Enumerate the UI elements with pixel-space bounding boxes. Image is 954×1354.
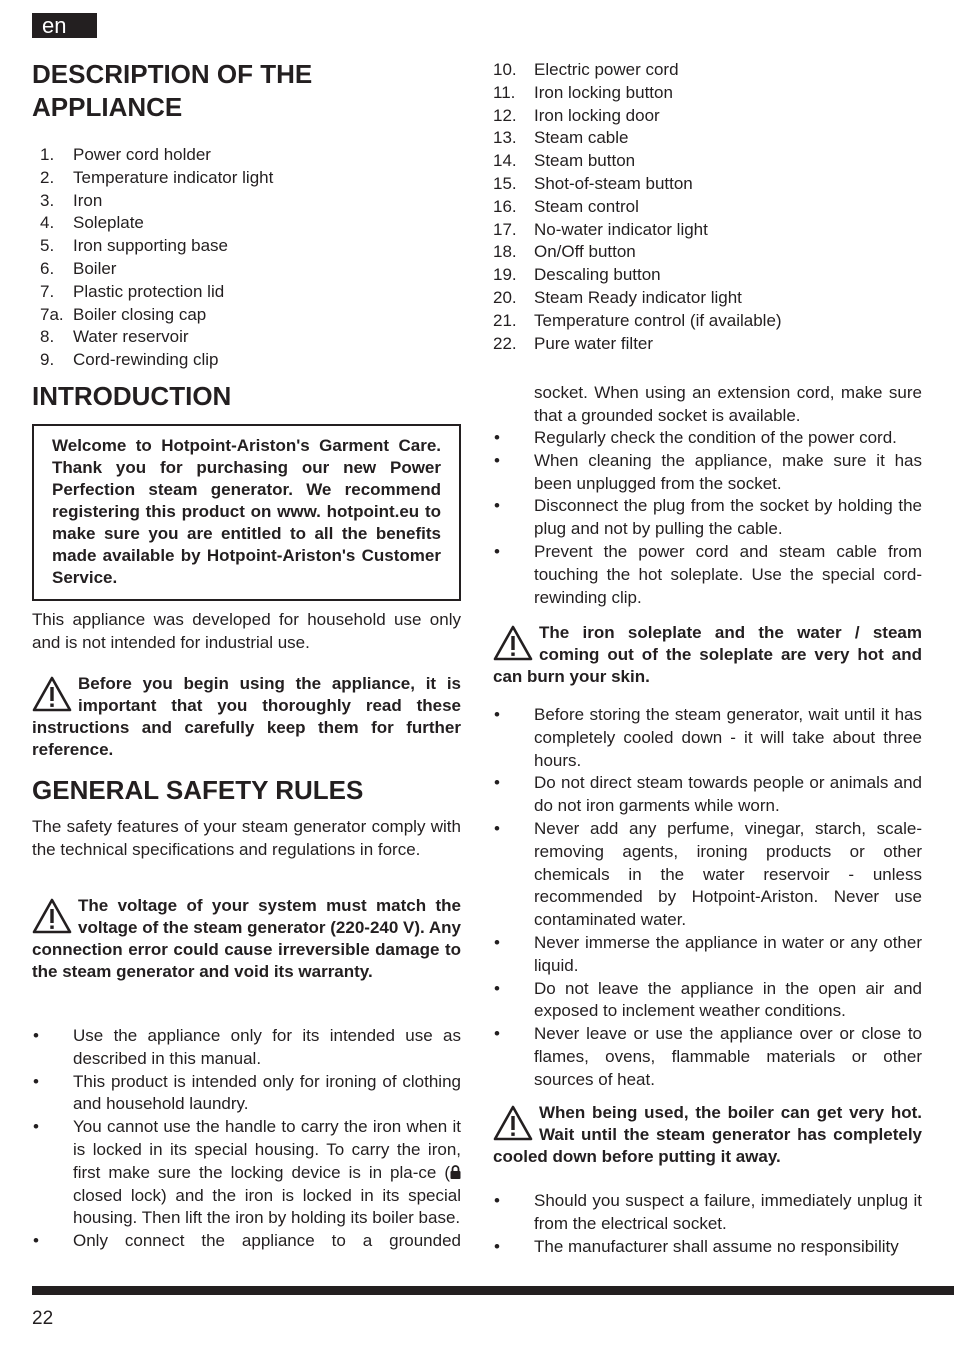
list-item: 16. Steam control: [493, 196, 639, 216]
warning-triangle-icon: [32, 676, 72, 712]
list-item: 12. Iron locking door: [493, 105, 660, 125]
heading-description: DESCRIPTION OF THE APPLIANCE: [32, 59, 313, 122]
warning-triangle-icon: [32, 898, 72, 934]
welcome-box: Welcome to Hotpoint-Ariston's Garment Care. Thank you for purchasing our new Power Perfection steam generator. We recommend registering this product on www. hotpoint.eu to make sure you are entitled to all the benefits made available by Hotpoint-Ariston's Customer Service.: [32, 424, 461, 601]
safety-intro-text: The safety features of your steam generator comply with the technical specifications and regulations in force.: [32, 817, 461, 859]
list-item: • Prevent the power cord and steam cable from touching the hot soleplate. Use the special cord-rewinding clip.: [494, 541, 922, 607]
language-tag: en: [32, 13, 97, 38]
heading-introduction: INTRODUCTION: [32, 381, 232, 411]
list-item: • Never add any perfume, vinegar, starch, scale-removing agents, ironing products or other chemicals in the water reservoir - unless recommended by Hotpoint-Ariston. Never use contaminated water.: [494, 818, 922, 930]
warning-triangle-icon: [493, 1105, 533, 1141]
list-item: 15. Shot-of-steam button: [493, 173, 693, 193]
list-item: 10. Electric power cord: [493, 60, 679, 79]
warning-voltage-text: The voltage of your system must match the voltage of the steam generator (220-240 V). Any connection error could cause irreversible damage to the steam generator and void its warranty.: [32, 896, 461, 981]
warning-read-text: Before you begin using the appliance, it is important that you thoroughly read these instructions and carefully keep them for further reference.: [32, 674, 461, 759]
warning-read-instructions: [32, 673, 461, 761]
safety-bullets-right-c: [493, 1190, 922, 1258]
warning-hot-text: The iron soleplate and the water / steam coming out of the soleplate are very hot and can burn your skin.: [493, 623, 922, 686]
parts-list-10-22: [493, 59, 922, 355]
heading-general-safety: GENERAL SAFETY RULES: [32, 775, 364, 805]
safety-bullets-right-b: [493, 704, 922, 1092]
list-item: 4. Soleplate: [40, 213, 144, 233]
socket-continuation-text: socket. When using an extension cord, make sure that a grounded socket is available.: [534, 383, 922, 425]
footer-rule: [32, 1286, 954, 1295]
list-item: 2. Temperature indicator light: [40, 167, 274, 187]
list-item: 22. Pure water filter: [493, 333, 654, 353]
list-item: • Use the appliance only for its intended use as described in this manual.: [33, 1026, 461, 1068]
list-item: 18. On/Off button: [493, 242, 636, 262]
list-item: 9. Cord-rewinding clip: [40, 350, 219, 370]
warning-hot-soleplate: [493, 622, 922, 688]
list-item: 5. Iron supporting base: [40, 236, 228, 256]
list-item: 8. Water reservoir: [40, 327, 189, 347]
list-item: 7. Plastic protection lid: [40, 281, 225, 301]
list-item: • This product is intended only for ironing of clothing and household laundry.: [33, 1071, 461, 1114]
list-item: • Disconnect the plug from the socket by holding the plug and not by pulling the cable.: [494, 496, 922, 539]
list-item: • Never leave or use the appliance over or close to flames, ovens, flammable materials or other sources of heat.: [494, 1024, 922, 1089]
list-item: • Do not leave the appliance in the open air and exposed to inclement weather conditions.: [494, 978, 922, 1021]
warning-triangle-icon: [493, 625, 533, 661]
parts-list-1-9: [32, 144, 461, 372]
list-item: 17. No-water indicator light: [493, 219, 708, 239]
list-item: 13. Steam cable: [493, 128, 629, 148]
list-item: • You cannot use the handle to carry the iron when it is locked in its special housing. To carry the iron, first make sure the locking device is in pla-ce ( closed lock) and the iron is locked in its special housing. Then lift the iron by holding its boiler base.: [33, 1117, 461, 1228]
list-item: 1. Power cord holder: [40, 145, 211, 164]
list-item: 19. Descaling button: [493, 265, 661, 285]
list-item: • Do not direct steam towards people or animals and do not iron garments while worn.: [494, 773, 922, 816]
list-item: • Should you suspect a failure, immediately unplug it from the electrical socket.: [494, 1191, 922, 1233]
list-item: 21. Temperature control (if available): [493, 310, 782, 330]
warning-boiler-text: When being used, the boiler can get very hot. Wait until the steam generator has completely cooled down before putting it away.: [493, 1103, 922, 1166]
list-item: • The manufacturer shall assume no responsibility: [494, 1236, 899, 1256]
page-number: 22: [32, 1308, 54, 1329]
lock-icon: [450, 1165, 461, 1179]
safety-bullets-left: [32, 1025, 461, 1253]
list-item: 11. Iron locking button: [493, 82, 673, 102]
list-item: 14. Steam button: [493, 151, 636, 171]
list-item: • Before storing the steam generator, wait until it has completely cooled down - it will take about three hours.: [494, 705, 922, 770]
warning-voltage: [32, 895, 461, 983]
list-item: 7a. Boiler closing cap: [40, 304, 207, 324]
safety-bullets-right-a: [493, 427, 922, 609]
list-item: 20. Steam Ready indicator light: [493, 287, 742, 307]
warning-boiler-hot: [493, 1102, 922, 1168]
list-item: 6. Boiler: [40, 258, 117, 278]
list-item: • When cleaning the appliance, make sure it has been unplugged from the socket.: [494, 450, 922, 493]
list-item: • Never immerse the appliance in water or any other liquid.: [494, 932, 922, 975]
list-item: • Only connect the appliance to a grounded: [33, 1231, 461, 1251]
household-use-text: This appliance was developed for household use only and is not intended for industrial use.: [32, 610, 461, 652]
list-item: 3. Iron: [40, 190, 103, 210]
list-item: • Regularly check the condition of the power cord.: [494, 428, 897, 447]
